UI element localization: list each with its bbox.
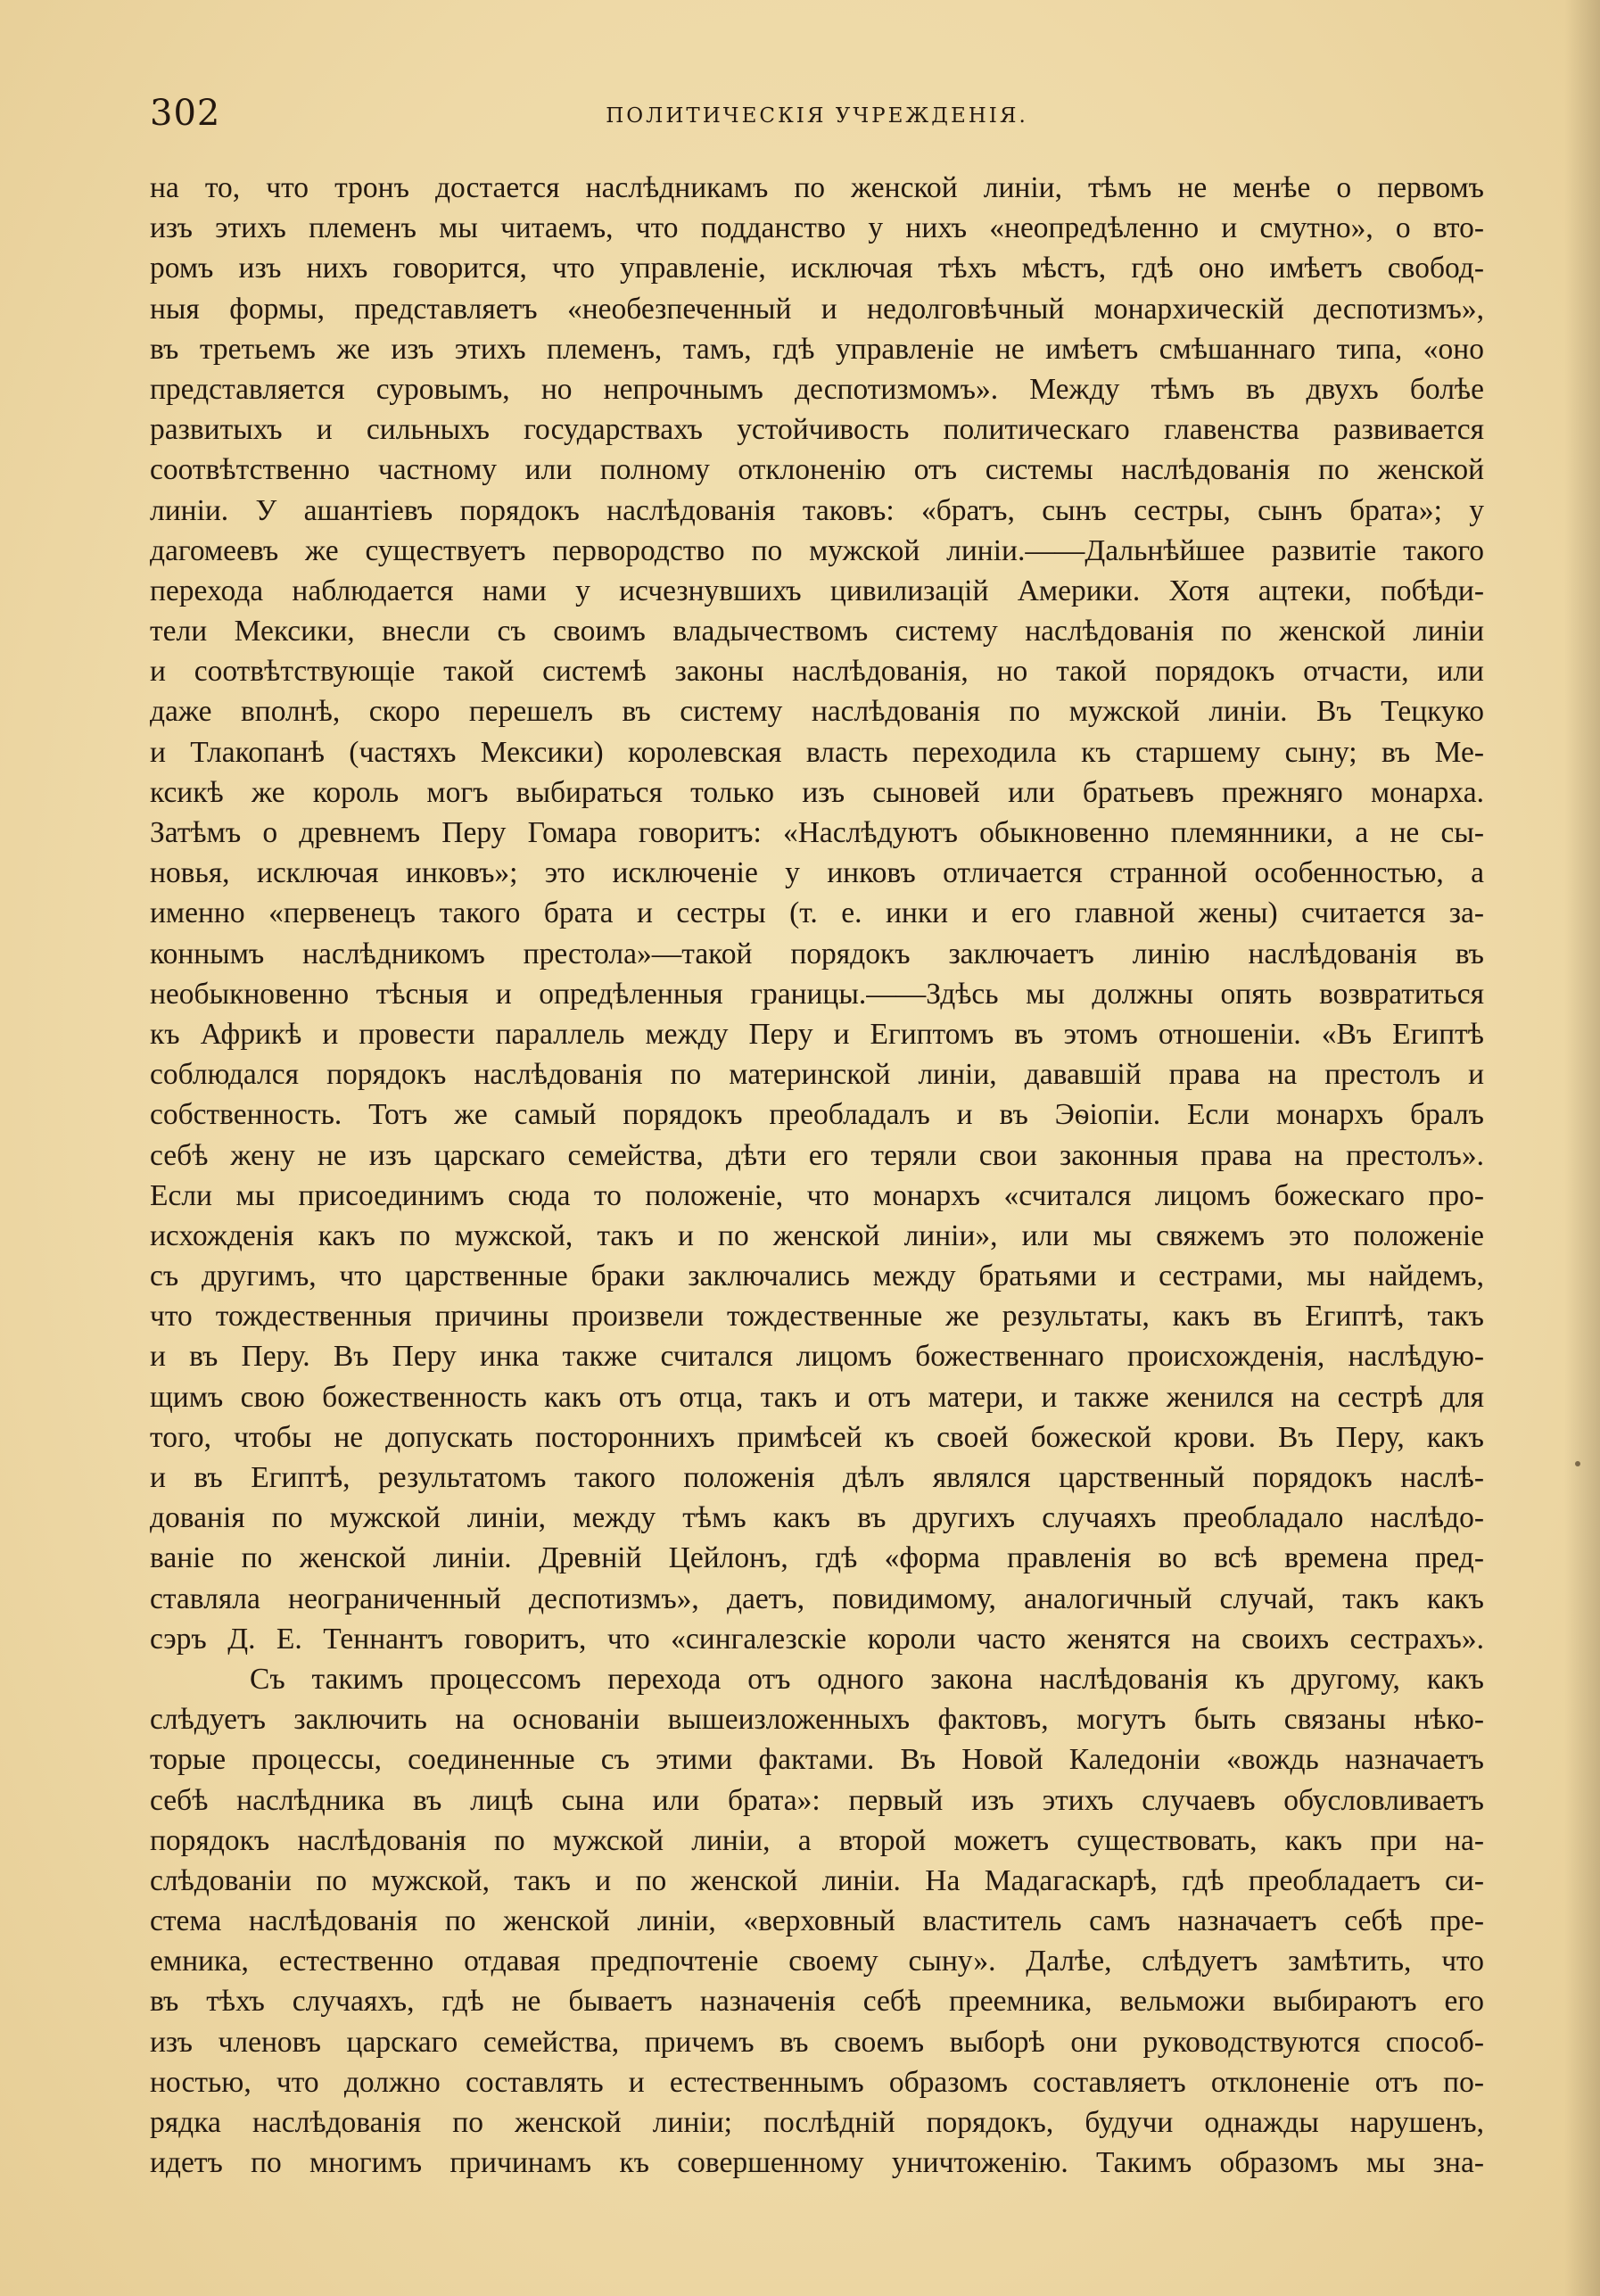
text-line: и въ Египтѣ, результатомъ такого положенія дѣлъ являлся царственный порядокъ наслѣ- — [150, 1461, 1484, 1494]
text-line: ныя формы, представляетъ «необезпеченный и недолговѣчный монархическій деспотизмъ», — [150, 292, 1484, 326]
text-line: ставляла неограниченный деспотизмъ», даетъ, повидимому, аналогичный случай, такъ какъ — [150, 1582, 1484, 1615]
text-line: собственность. Тотъ же самый порядокъ преобладалъ и въ Эѳіопіи. Если монархъ бралъ — [150, 1098, 1484, 1132]
text-line: емника, естественно отдавая предпочтеніе своему сыну». Далѣе, слѣдуетъ замѣтить, что — [150, 1945, 1484, 1978]
text-line: исхожденія какъ по мужской, такъ и по женской линіи», или мы свяжемъ это положеніе — [150, 1218, 1484, 1252]
print-speck — [1575, 1461, 1580, 1466]
text-line: того, чтобы не допускать постороннихъ примѣсей къ своей божеской крови. Въ Перу, какъ — [150, 1420, 1484, 1454]
text-line: изъ членовъ царскаго семейства, причемъ въ своемъ выборѣ они руководствуются способ- — [150, 2025, 1484, 2059]
text-line: именно «первенецъ такого брата и сестры (т. е. инки и его главной жены) считается за- — [150, 896, 1484, 930]
text-line: представляется суровымъ, но непрочнымъ деспотизмомъ». Между тѣмъ въ двухъ болѣе — [150, 372, 1484, 406]
text-line: развитыхъ и сильныхъ государствахъ устойчивость политическаго главенства развивается — [150, 413, 1484, 447]
text-line: сэръ Д. Е. Теннантъ говоритъ, что «сингалезскіе короли часто женятся на своихъ сестрахъ». — [150, 1622, 1484, 1656]
text-line: соотвѣтственно частному или полному отклоненію отъ системы наслѣдованія по женской — [150, 453, 1484, 487]
text-line: соблюдался порядокъ наслѣдованія по материнской линіи, дававшій права на престолъ и — [150, 1058, 1484, 1092]
text-line: идетъ по многимъ причинамъ къ совершенному уничтоженію. Такимъ образомъ мы зна- — [150, 2146, 1484, 2180]
text-line: и въ Перу. Въ Перу инка также считался лицомъ божественнаго происхожденія, наслѣдую- — [150, 1340, 1484, 1374]
text-line: дованія по мужской линіи, между тѣмъ какъ въ другихъ случаяхъ преобладало наслѣдо- — [150, 1501, 1484, 1535]
text-line: что тождественныя причины произвели тождественные же результаты, какъ въ Египтѣ, такъ — [150, 1300, 1484, 1334]
text-line: новья, исключая инковъ»; это исключеніе у инковъ отличается странной особенностью, а — [150, 856, 1484, 890]
text-line: съ другимъ, что царственные браки заключались между братьями и сестрами, мы найдемъ, — [150, 1259, 1484, 1293]
text-line: ксикѣ же король могъ выбираться только изъ сыновей или братьевъ прежняго монарха. — [150, 775, 1484, 809]
text-line: изъ этихъ племенъ мы читаемъ, что подданство у нихъ «неопредѣленно и смутно», о вто- — [150, 211, 1484, 245]
page-edge-shadow — [1564, 0, 1600, 2296]
text-line: слѣдованіи по мужской, такъ и по женской линіи. На Мадагаскарѣ, гдѣ преобладаетъ си- — [150, 1863, 1484, 1897]
text-line: рядка наслѣдованія по женской линіи; послѣдній порядокъ, будучи однажды нарушенъ, — [150, 2106, 1484, 2139]
text-line: ваніе по женской линіи. Древній Цейлонъ, гдѣ «форма правленія во всѣ времена пред- — [150, 1541, 1484, 1575]
text-line: къ Африкѣ и провести параллель между Перу и Египтомъ въ этомъ отношеніи. «Въ Египтѣ — [150, 1017, 1484, 1051]
text-line: ромъ изъ нихъ говорится, что управленіе, исключая тѣхъ мѣстъ, гдѣ оно имѣетъ свобод- — [150, 252, 1484, 285]
page-header — [150, 91, 1484, 136]
running-head: ПОЛИТИЧЕСКІЯ УЧРЕЖДЕНІЯ. — [606, 104, 1028, 128]
text-line: Съ такимъ процессомъ перехода отъ одного закона наслѣдованія къ другому, какъ — [250, 1662, 1484, 1696]
text-line: стема наслѣдованія по женской линіи, «верховный властитель самъ назначаетъ себѣ пре- — [150, 1904, 1484, 1938]
text-line: въ тѣхъ случаяхъ, гдѣ не бываетъ назначенія себѣ преемника, вельможи выбираютъ его — [150, 1985, 1484, 2019]
text-line: ностью, что должно составлять и естественнымъ образомъ составляетъ отклоненіе отъ по- — [150, 2065, 1484, 2099]
text-line: тели Мексики, внесли съ своимъ владычествомъ систему наслѣдованія по женской линіи — [150, 615, 1484, 648]
text-line: перехода наблюдается нами у исчезнувшихъ цивилизацій Америки. Хотя ацтеки, побѣди- — [150, 574, 1484, 607]
body-text — [150, 168, 1484, 2183]
text-line: себѣ жену не изъ царскаго семейства, дѣти его теряли свои законныя права на престолъ». — [150, 1138, 1484, 1172]
text-line: Затѣмъ о древнемъ Перу Гомара говоритъ: «Наслѣдуютъ обыкновенно племянники, а не сы- — [150, 816, 1484, 849]
text-line: и Тлакопанѣ (частяхъ Мексики) королевская власть переходила къ старшему сыну; въ Ме- — [150, 735, 1484, 769]
text-line: торые процессы, соединенные съ этими фактами. Въ Новой Каледоніи «вождь назначаетъ — [150, 1743, 1484, 1777]
text-line: даже вполнѣ, скоро перешелъ въ систему наслѣдованія по мужской линіи. Въ Тецкуко — [150, 695, 1484, 729]
text-line: въ третьемъ же изъ этихъ племенъ, тамъ, гдѣ управленіе не имѣетъ смѣшаннаго типа, «оно — [150, 332, 1484, 366]
page-number: 302 — [150, 93, 221, 134]
text-line: щимъ свою божественность какъ отъ отца, такъ и отъ матери, и также женился на сестрѣ для — [150, 1380, 1484, 1414]
text-line: себѣ наслѣдника въ лицѣ сына или брата»: первый изъ этихъ случаевъ обусловливаетъ — [150, 1783, 1484, 1817]
text-line: слѣдуетъ заключить на основаніи вышеизложенныхъ фактовъ, могутъ быть связаны нѣко- — [150, 1703, 1484, 1737]
text-line: и соотвѣтствующіе такой системѣ законы наслѣдованія, но такой порядокъ отчасти, или — [150, 655, 1484, 689]
text-line: коннымъ наслѣдникомъ престола»—такой порядокъ заключаетъ линію наслѣдованія въ — [150, 937, 1484, 970]
text-line: на то, что тронъ достается наслѣдникамъ по женской линіи, тѣмъ не менѣе о первомъ — [150, 171, 1484, 204]
text-line: Если мы присоединимъ сюда то положеніе, что монархъ «считался лицомъ божескаго про- — [150, 1178, 1484, 1212]
text-line: необыкновенно тѣсныя и опредѣленныя границы.——Здѣсь мы должны опять возвратиться — [150, 977, 1484, 1011]
text-line: линіи. У ашантіевъ порядокъ наслѣдованія таковъ: «братъ, сынъ сестры, сынъ брата»; у — [150, 493, 1484, 527]
text-line: порядокъ наслѣдованія по мужской линіи, а второй можетъ существовать, какъ при на- — [150, 1823, 1484, 1857]
text-line: дагомеевъ же существуетъ первородство по мужской линіи.——Дальнѣйшее развитіе такого — [150, 533, 1484, 567]
